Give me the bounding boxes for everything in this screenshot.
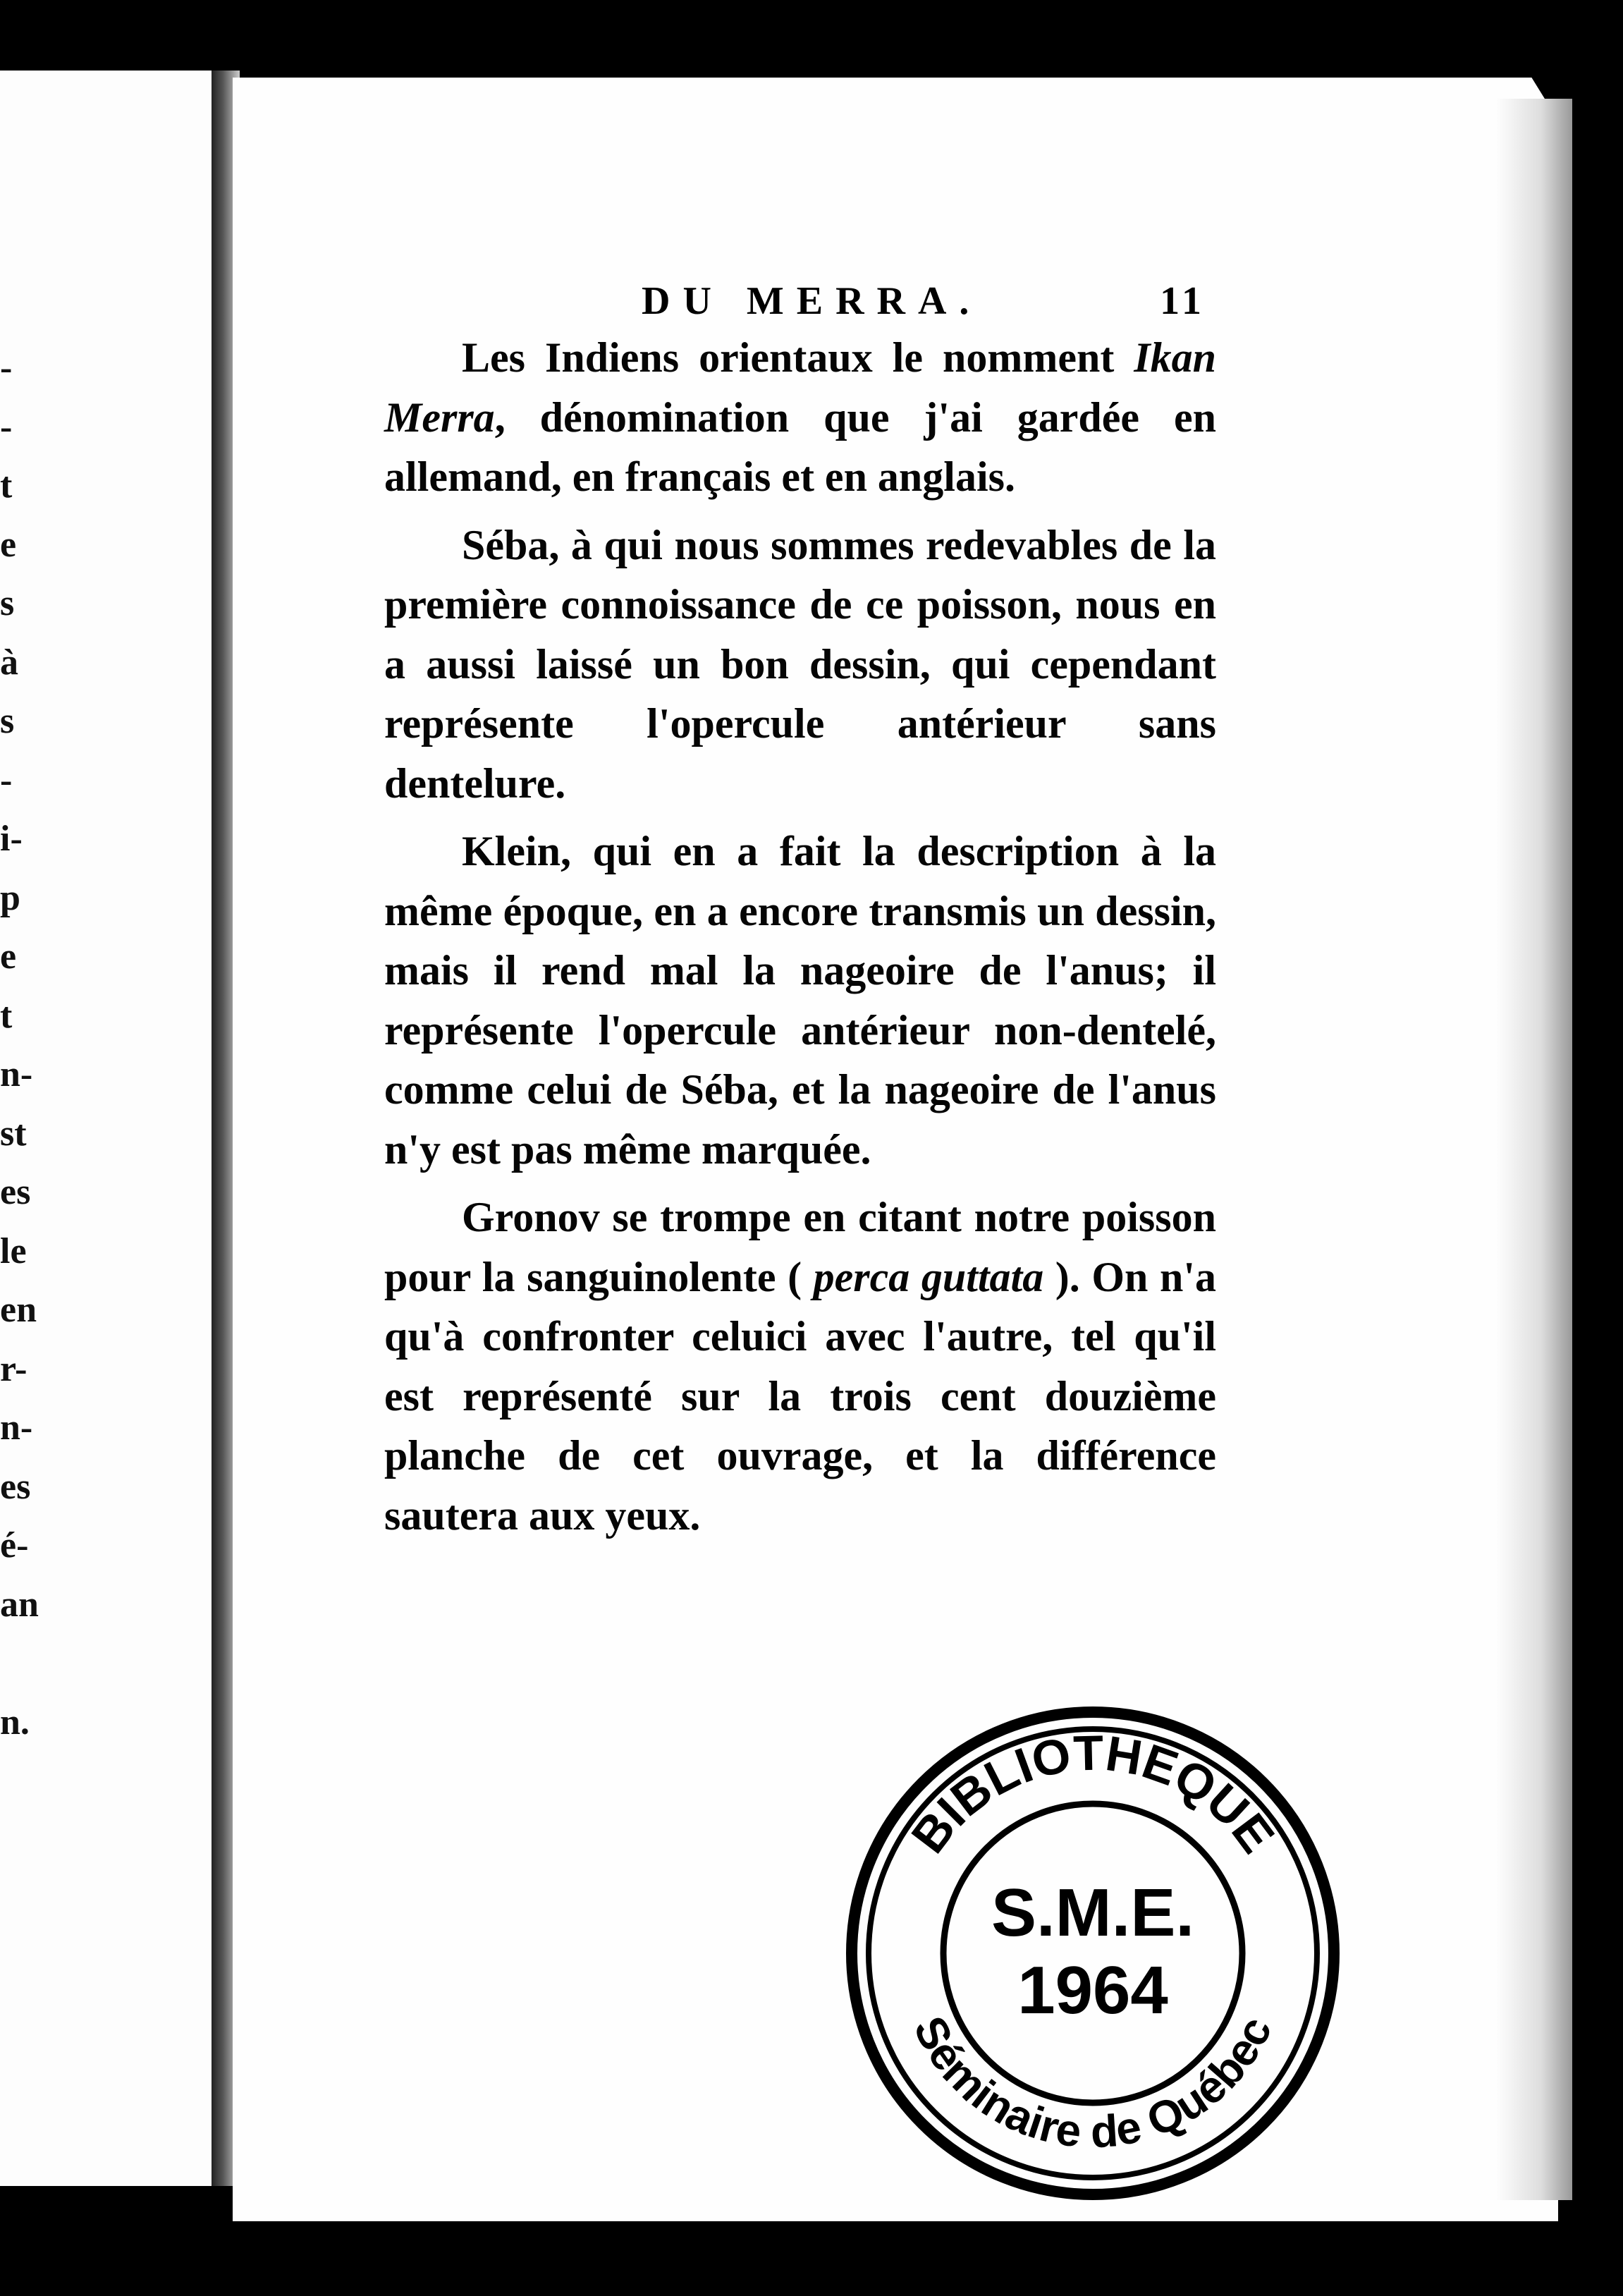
paragraph-1: Les Indiens orientaux le nomment Ikan Merra, dénomination que j'ai gardée en allemand, en français et en anglais. bbox=[384, 334, 1216, 500]
left-edge-char: n- bbox=[0, 1407, 33, 1448]
left-edge-char: t bbox=[0, 995, 13, 1036]
running-head: DU MERRA. bbox=[642, 279, 982, 323]
left-edge-char: st bbox=[0, 1113, 27, 1154]
paragraph-2: Séba, à qui nous sommes redevables de la première connoissance de ce poisson, nous en a aussi laissé un bon dessin, qui cependant représente l'opercule antérieur sans dentelure. bbox=[384, 521, 1216, 807]
left-edge-char: n. bbox=[0, 1702, 30, 1742]
left-edge-char: e bbox=[0, 936, 17, 977]
left-edge-char: n- bbox=[0, 1054, 33, 1094]
left-edge-char: - bbox=[0, 406, 13, 447]
left-edge-char: i- bbox=[0, 819, 23, 859]
left-edge-char: s bbox=[0, 701, 15, 741]
left-edge-char: - bbox=[0, 759, 13, 800]
italic-term: perca guttata bbox=[813, 1253, 1044, 1300]
stamp-top-text: BIBLIOTHEQUE bbox=[900, 1725, 1285, 1863]
library-stamp bbox=[843, 1703, 1343, 2204]
left-edge-char: é- bbox=[0, 1525, 29, 1565]
body-text bbox=[384, 328, 1216, 1545]
page-edge-shadow bbox=[1495, 99, 1572, 2200]
left-edge-char: le bbox=[0, 1231, 27, 1271]
left-edge-char: à bbox=[0, 642, 18, 683]
italic-term: Ikan Merra bbox=[384, 334, 1216, 441]
left-page-edge-text bbox=[0, 338, 42, 1752]
left-edge-char: es bbox=[0, 1466, 31, 1507]
left-edge-char: an bbox=[0, 1584, 39, 1625]
left-edge-char: e bbox=[0, 524, 17, 565]
left-edge-char: t bbox=[0, 465, 13, 506]
paragraph-3: Klein, qui en a fait la description à la même époque, en a encore transmis un dessin, mais il rend mal la nageoire de l'anus; il représente l'opercule antérieur non-dentelé, comme celui de Séba, et la nageoire de l'anus n'y est pas même marquée. bbox=[384, 828, 1216, 1173]
left-edge-char bbox=[0, 1634, 42, 1693]
left-edge-char: es bbox=[0, 1172, 31, 1212]
page-header bbox=[635, 279, 1220, 335]
page-number: 11 bbox=[1160, 279, 1206, 323]
paragraph-4: Gronov se trompe en citant notre poisson pour la sanguinolente ( perca guttata ). On n'a qu'à confronter celuici avec l'autre, tel qu'il est représenté sur la trois cent douzième planche de cet ouvrage, et la différence sautera aux yeux. bbox=[384, 1194, 1216, 1539]
left-edge-char: s bbox=[0, 583, 15, 623]
left-edge-char: p bbox=[0, 877, 20, 918]
left-edge-char: en bbox=[0, 1290, 37, 1330]
left-edge-char: - bbox=[0, 348, 13, 388]
stamp-bottom-text: Séminaire de Québec bbox=[904, 2008, 1282, 2158]
stamp-center-line2: 1964 bbox=[1017, 1953, 1168, 2028]
left-edge-char: r- bbox=[0, 1348, 27, 1389]
stamp-center-line1: S.M.E. bbox=[991, 1875, 1195, 1950]
